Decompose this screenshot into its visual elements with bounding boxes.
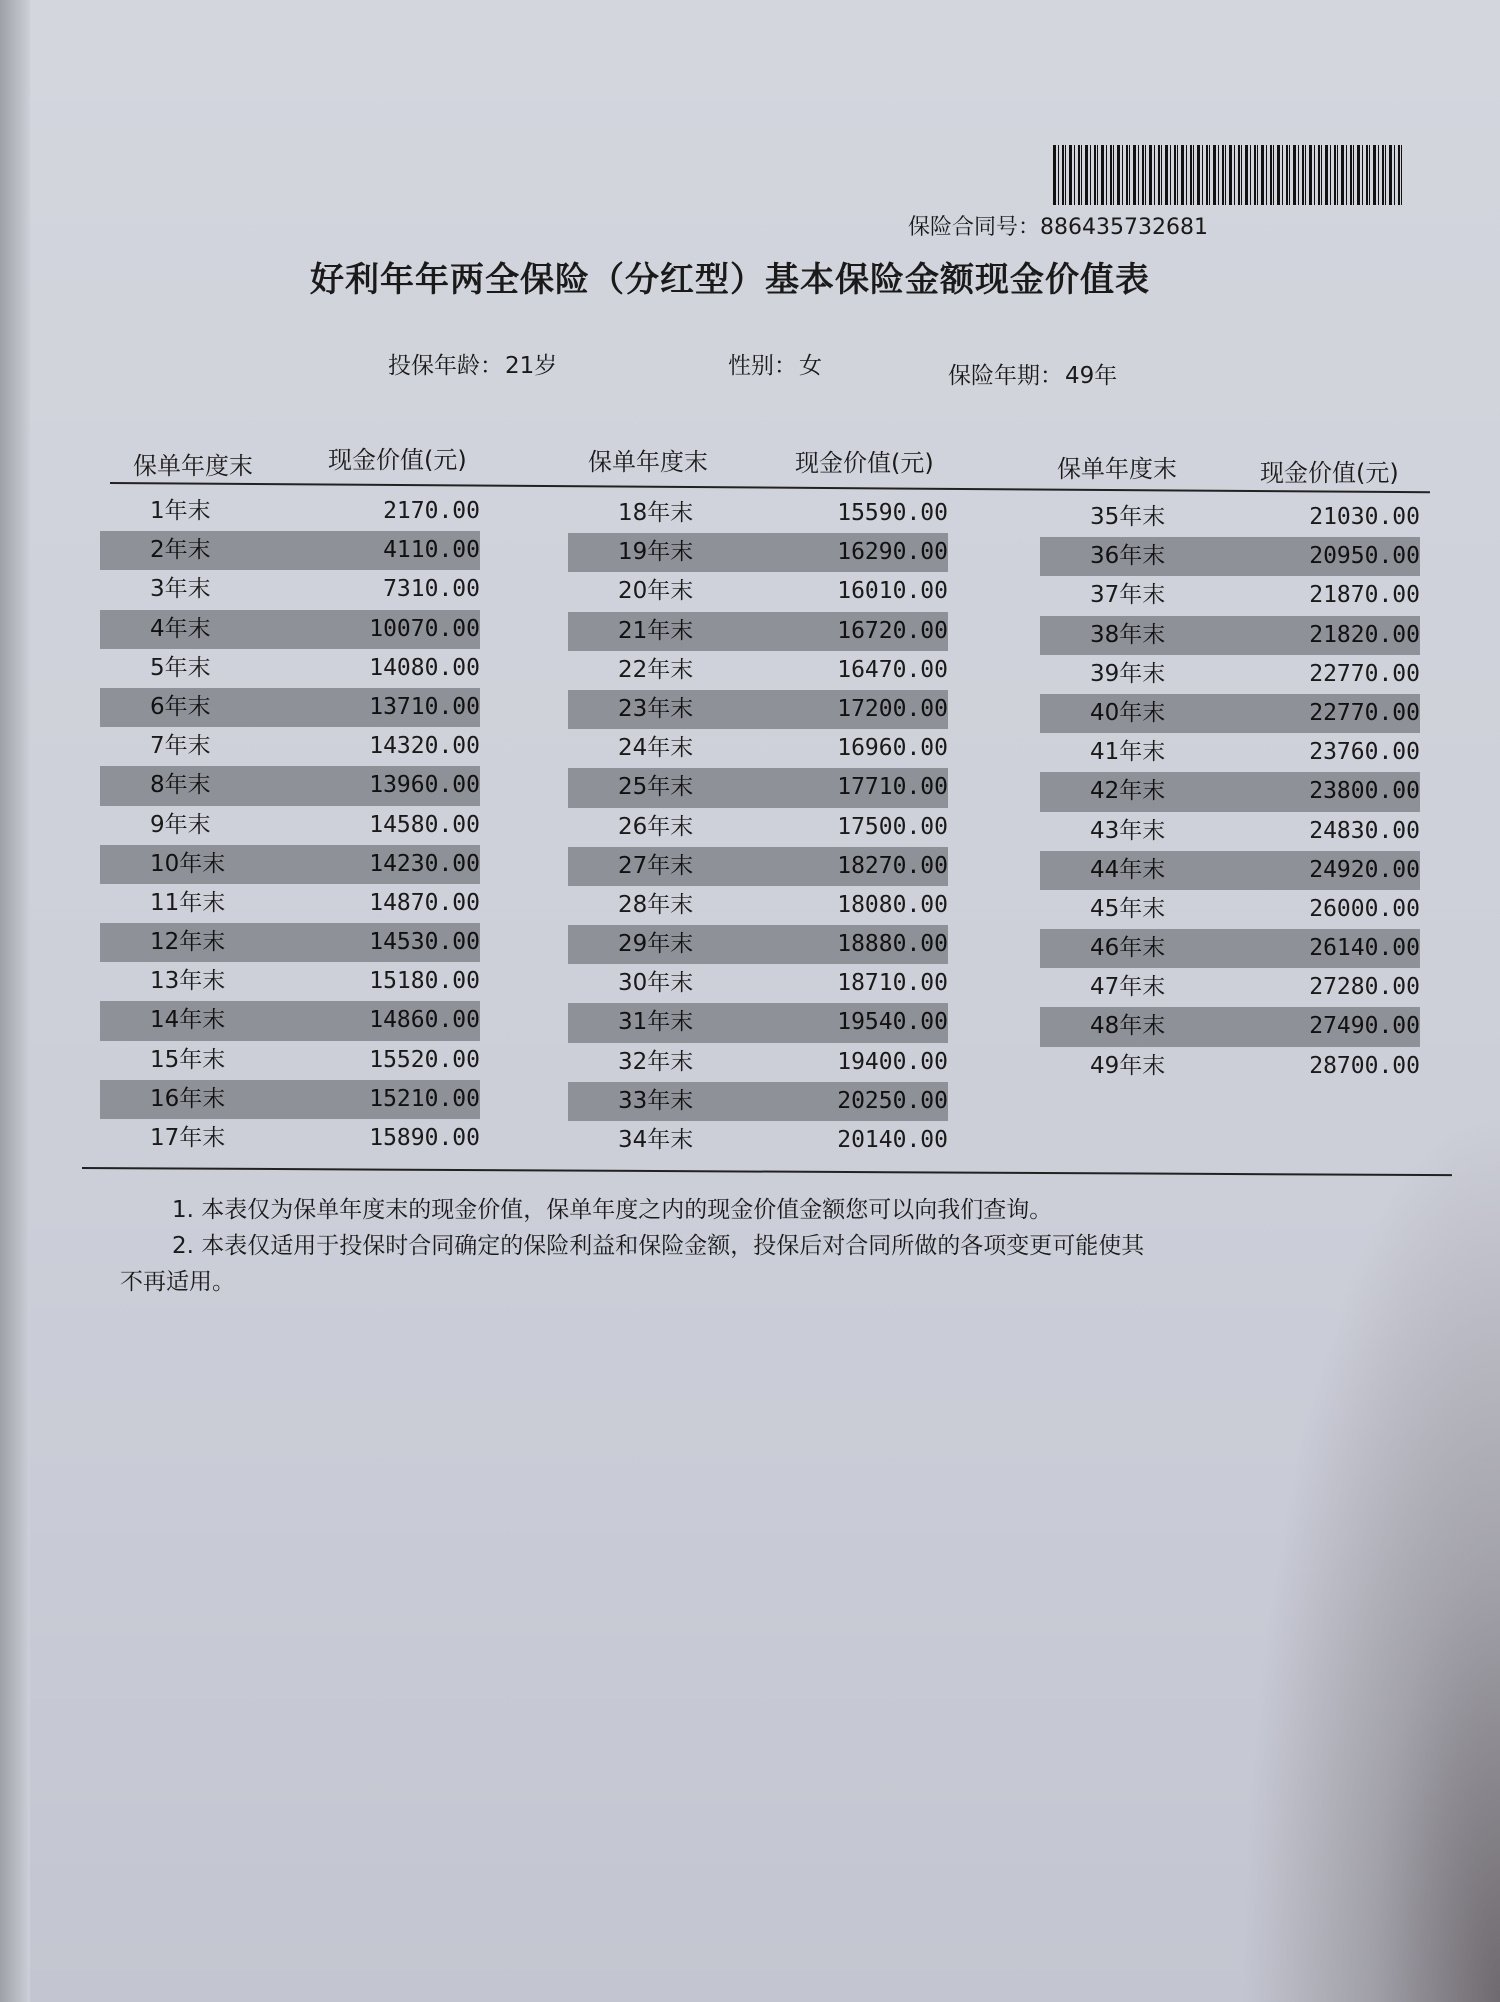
header-year-end-3: 保单年度末 xyxy=(1057,455,1177,483)
year-end-cell: 48年末 xyxy=(1090,1013,1166,1040)
table-row xyxy=(100,531,480,570)
cash-value-cell: 14320.00 xyxy=(369,733,480,760)
year-end-cell: 36年末 xyxy=(1090,543,1166,570)
year-end-cell: 31年末 xyxy=(618,1009,694,1036)
cash-value-cell: 28700.00 xyxy=(1309,1052,1420,1079)
cash-value-cell: 14080.00 xyxy=(369,654,480,681)
year-end-cell: 33年末 xyxy=(618,1087,694,1114)
header-cash-value-1: 现金价值(元) xyxy=(328,446,467,474)
cash-value-cell: 15210.00 xyxy=(369,1085,480,1112)
table-column-3 xyxy=(1040,498,1420,1086)
year-end-cell: 45年末 xyxy=(1090,895,1166,922)
year-end-cell: 29年末 xyxy=(618,931,694,958)
year-end-cell: 17年末 xyxy=(150,1125,226,1151)
table-row xyxy=(1040,772,1420,811)
cash-value-cell: 19400.00 xyxy=(837,1048,948,1075)
gender-label: 性别： xyxy=(728,353,797,379)
table-row xyxy=(568,964,948,1003)
year-end-cell: 13年末 xyxy=(150,968,226,995)
cash-value-cell: 10070.00 xyxy=(369,615,480,642)
table-row xyxy=(568,572,948,611)
table-row xyxy=(100,884,480,923)
gender-value: 女 xyxy=(799,353,822,379)
cash-value-cell: 20250.00 xyxy=(837,1087,948,1114)
year-end-cell: 32年末 xyxy=(618,1048,694,1075)
cash-value-cell: 21030.00 xyxy=(1309,504,1420,530)
cash-value-cell: 27280.00 xyxy=(1309,974,1420,1001)
cash-value-cell: 17200.00 xyxy=(837,695,948,722)
year-end-cell: 43年末 xyxy=(1090,817,1166,844)
table-row xyxy=(568,925,948,964)
header-cash-value-3: 现金价值(元) xyxy=(1260,459,1399,487)
cash-value-cell: 22770.00 xyxy=(1309,660,1420,687)
cash-value-cell: 15520.00 xyxy=(369,1046,480,1073)
table-row xyxy=(100,1119,480,1158)
table-row xyxy=(100,1001,480,1040)
cash-value-cell: 16290.00 xyxy=(837,539,948,566)
table-row xyxy=(1040,812,1420,851)
cash-value-cell: 21820.00 xyxy=(1309,621,1420,648)
year-end-cell: 38年末 xyxy=(1090,621,1166,648)
contract-number-line xyxy=(908,210,1208,241)
cash-value-cell: 18080.00 xyxy=(837,891,948,918)
header-year-end-2: 保单年度末 xyxy=(588,448,708,476)
table-row xyxy=(100,649,480,688)
year-end-cell: 42年末 xyxy=(1090,778,1166,805)
year-end-cell: 16年末 xyxy=(150,1085,226,1112)
table-row xyxy=(100,806,480,845)
contract-number: 886435732681 xyxy=(1040,215,1208,240)
table-row xyxy=(568,494,948,533)
table-row xyxy=(1040,1047,1420,1086)
cash-value-cell: 14530.00 xyxy=(369,929,480,956)
table-row xyxy=(1040,733,1420,772)
table-row xyxy=(100,610,480,649)
year-end-cell: 44年末 xyxy=(1090,856,1166,883)
table-row xyxy=(100,923,480,962)
cash-value-cell: 23760.00 xyxy=(1309,739,1420,766)
cash-value-cell: 22770.00 xyxy=(1309,699,1420,726)
table-column-1 xyxy=(100,492,480,1158)
table-row xyxy=(100,845,480,884)
cash-value-cell: 13710.00 xyxy=(369,693,480,720)
cash-value-cell: 23800.00 xyxy=(1309,778,1420,805)
table-row xyxy=(1040,890,1420,929)
table-row xyxy=(1040,1007,1420,1046)
table-row xyxy=(1040,655,1420,694)
table-row xyxy=(1040,498,1420,537)
table-row xyxy=(568,612,948,651)
year-end-cell: 37年末 xyxy=(1090,582,1166,609)
year-end-cell: 39年末 xyxy=(1090,660,1166,687)
table-row xyxy=(568,1121,948,1160)
cash-value-cell: 7310.00 xyxy=(383,576,480,603)
cash-value-cell: 14870.00 xyxy=(369,889,480,916)
cash-value-cell: 27490.00 xyxy=(1309,1013,1420,1040)
insured-age xyxy=(388,347,557,380)
table-row xyxy=(568,808,948,847)
age-label: 投保年龄： xyxy=(388,353,503,379)
cash-value-cell: 20140.00 xyxy=(837,1127,948,1153)
year-end-cell: 3年末 xyxy=(150,576,211,603)
table-row xyxy=(1040,576,1420,615)
year-end-cell: 5年末 xyxy=(150,654,211,681)
year-end-cell: 47年末 xyxy=(1090,974,1166,1001)
year-end-cell: 24年末 xyxy=(618,735,694,762)
year-end-cell: 26年末 xyxy=(618,813,694,840)
cash-value-cell: 18270.00 xyxy=(837,852,948,879)
note-2: 2. 本表仅适用于投保时合同确定的保险利益和保险金额，投保后对合同所做的各项变更可能使其 xyxy=(172,1233,1145,1259)
cash-value-cell: 18880.00 xyxy=(837,931,948,958)
year-end-cell: 19年末 xyxy=(618,539,694,566)
cash-value-cell: 26000.00 xyxy=(1309,895,1420,922)
year-end-cell: 41年末 xyxy=(1090,739,1166,766)
year-end-cell: 14年末 xyxy=(150,1007,226,1034)
year-end-cell: 7年末 xyxy=(150,733,211,760)
table-row xyxy=(568,768,948,807)
cash-value-cell: 24830.00 xyxy=(1309,817,1420,844)
cash-value-cell: 16720.00 xyxy=(837,617,948,644)
age-value: 21岁 xyxy=(505,353,558,379)
table-row xyxy=(1040,616,1420,655)
table-row xyxy=(1040,694,1420,733)
cash-value-cell: 17710.00 xyxy=(837,774,948,801)
table-row xyxy=(1040,537,1420,576)
year-end-cell: 40年末 xyxy=(1090,699,1166,726)
table-row xyxy=(100,492,480,531)
year-end-cell: 2年末 xyxy=(150,537,211,564)
term-label: 保险年期： xyxy=(948,363,1063,389)
table-row xyxy=(568,1043,948,1082)
table-row xyxy=(568,847,948,886)
cash-value-cell: 15590.00 xyxy=(837,500,948,526)
table-row xyxy=(568,886,948,925)
year-end-cell: 34年末 xyxy=(618,1127,694,1153)
year-end-cell: 49年末 xyxy=(1090,1052,1166,1079)
term-value: 49年 xyxy=(1065,363,1118,389)
table-row xyxy=(568,533,948,572)
table-row xyxy=(1040,851,1420,890)
year-end-cell: 9年末 xyxy=(150,811,211,838)
cash-value-cell: 15890.00 xyxy=(369,1125,480,1151)
insurance-term xyxy=(948,357,1117,390)
table-row xyxy=(568,651,948,690)
year-end-cell: 46年末 xyxy=(1090,935,1166,962)
cash-value-cell: 16960.00 xyxy=(837,735,948,762)
cash-value-cell: 15180.00 xyxy=(369,968,480,995)
table-row xyxy=(100,570,480,609)
cash-value-cell: 17500.00 xyxy=(837,813,948,840)
note-1: 1. 本表仅为保单年度末的现金价值，保单年度之内的现金价值金额您可以向我们查询。 xyxy=(172,1197,1053,1223)
header-cash-value-2: 现金价值(元) xyxy=(795,449,934,477)
table-row xyxy=(100,962,480,1001)
year-end-cell: 30年末 xyxy=(618,970,694,997)
year-end-cell: 6年末 xyxy=(150,693,211,720)
year-end-cell: 8年末 xyxy=(150,772,211,799)
year-end-cell: 12年末 xyxy=(150,929,226,956)
table-column-2 xyxy=(568,494,948,1160)
cash-value-cell: 4110.00 xyxy=(383,537,480,564)
year-end-cell: 28年末 xyxy=(618,891,694,918)
cash-value-cell: 20950.00 xyxy=(1309,543,1420,570)
year-end-cell: 22年末 xyxy=(618,656,694,683)
table-row xyxy=(568,729,948,768)
notes xyxy=(120,1192,1390,1300)
note-2-continuation: 不再适用。 xyxy=(120,1269,235,1295)
table-row xyxy=(100,766,480,805)
cash-value-cell: 16010.00 xyxy=(837,578,948,605)
year-end-cell: 21年末 xyxy=(618,617,694,644)
table-row xyxy=(100,727,480,766)
year-end-cell: 35年末 xyxy=(1090,504,1166,530)
year-end-cell: 27年末 xyxy=(618,852,694,879)
insured-gender xyxy=(728,347,822,380)
year-end-cell: 15年末 xyxy=(150,1046,226,1073)
page-title: 好利年年两全保险（分红型）基本保险金额现金价值表 xyxy=(310,260,1150,300)
table-row xyxy=(568,1003,948,1042)
cash-value-cell: 18710.00 xyxy=(837,970,948,997)
header-year-end-1: 保单年度末 xyxy=(133,452,253,480)
table-row xyxy=(568,1082,948,1121)
page-edge xyxy=(0,0,30,2002)
cash-value-cell: 2170.00 xyxy=(383,498,480,524)
table-row xyxy=(100,1041,480,1080)
barcode xyxy=(1053,145,1403,205)
cash-value-cell: 13960.00 xyxy=(369,772,480,799)
year-end-cell: 23年末 xyxy=(618,695,694,722)
year-end-cell: 25年末 xyxy=(618,774,694,801)
cash-value-cell: 24920.00 xyxy=(1309,856,1420,883)
year-end-cell: 20年末 xyxy=(618,578,694,605)
cash-value-cell: 14230.00 xyxy=(369,850,480,877)
year-end-cell: 18年末 xyxy=(618,500,694,526)
cash-value-cell: 19540.00 xyxy=(837,1009,948,1036)
year-end-cell: 1年末 xyxy=(150,498,211,524)
year-end-cell: 4年末 xyxy=(150,615,211,642)
cash-value-cell: 16470.00 xyxy=(837,656,948,683)
cash-value-cell: 26140.00 xyxy=(1309,935,1420,962)
table-row xyxy=(100,1080,480,1119)
table-row xyxy=(1040,929,1420,968)
table-row xyxy=(568,690,948,729)
table-row xyxy=(1040,968,1420,1007)
cash-value-cell: 21870.00 xyxy=(1309,582,1420,609)
contract-label: 保险合同号： xyxy=(908,215,1041,240)
cash-value-cell: 14860.00 xyxy=(369,1007,480,1034)
year-end-cell: 11年末 xyxy=(150,889,226,916)
year-end-cell: 10年末 xyxy=(150,850,226,877)
table-row xyxy=(100,688,480,727)
cash-value-cell: 14580.00 xyxy=(369,811,480,838)
